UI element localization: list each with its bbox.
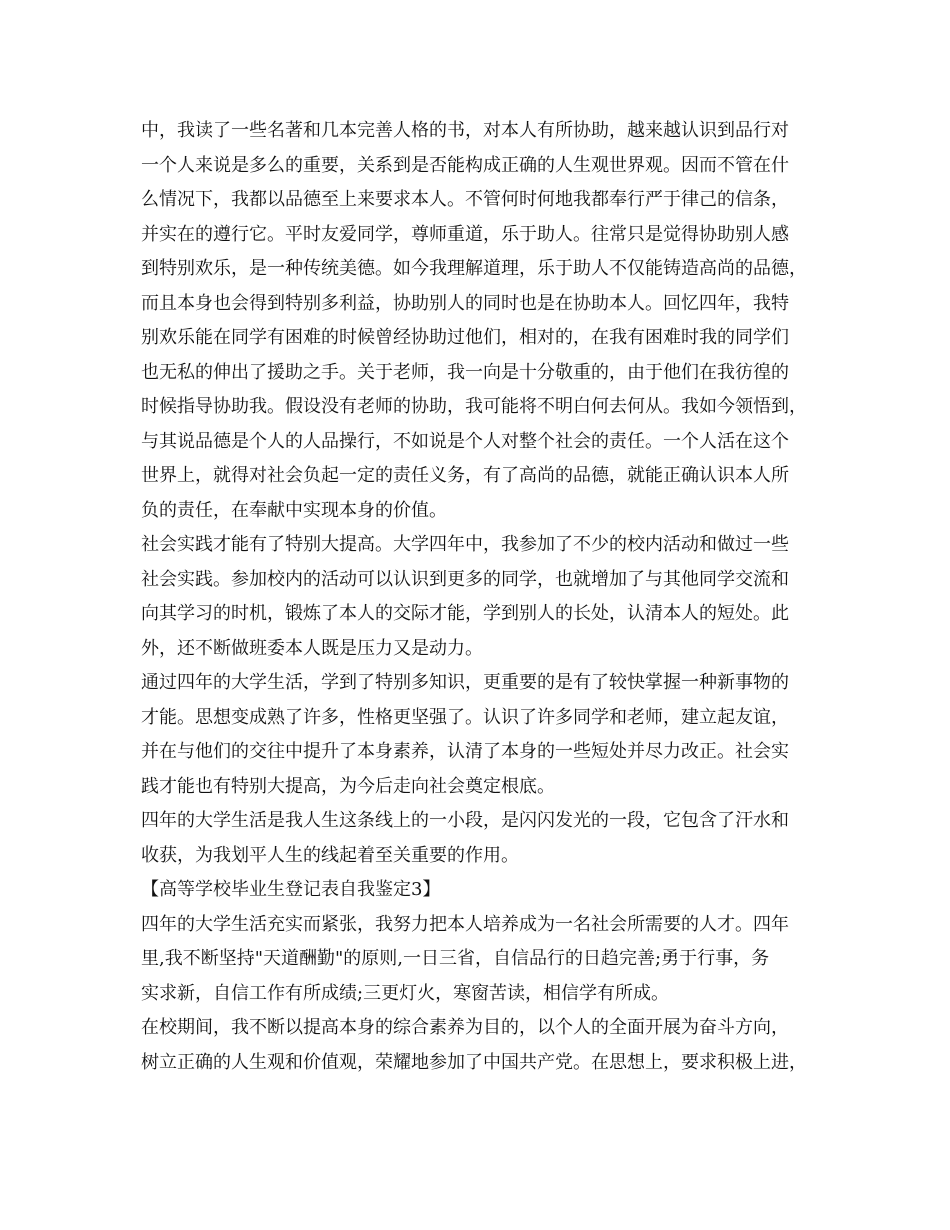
text-line: 与其说品德是个人的人品操行，不如说是个人对整个社会的责任。一个人活在这个 bbox=[141, 430, 789, 452]
text-line: 么情况下，我都以品德至上来要求本人。不管何时何地我都奉行严于律己的信条， bbox=[141, 189, 789, 210]
text-line: 四年的大学生活是我人生这条线上的一小段，是闪闪发光的一段，它包含了汗水和 bbox=[141, 810, 789, 831]
text-line: 并在与他们的交往中提升了本身素养，认清了本身的一些短处并尽力改正。社会实 bbox=[141, 741, 789, 762]
text-line: 并实在的遵行它。平时友爱同学，尊师重道，乐于助人。往常只是觉得协助别人感 bbox=[141, 223, 789, 245]
text-line: 社会实践。参加校内的活动可以认识到更多的同学，也就增加了与其他同学交流和 bbox=[141, 568, 789, 590]
text-line: 世界上，就得对社会负起一定的责任义务，有了高尚的品德，就能正确认识本人所 bbox=[141, 465, 789, 486]
text-line: 时候指导协助我。假设没有老师的协助，我可能将不明白何去何从。我如今领悟到， bbox=[141, 396, 807, 417]
text-line: 实求新，自信工作有所成绩;三更灯火，寒窗苦读，相信学有所成。 bbox=[141, 982, 670, 1004]
text-line: 外，还不断做班委本人既是压力又是动力。 bbox=[141, 637, 483, 659]
text-line: 在校期间，我不断以提高本身的综合素养为目的，以个人的全面开展为奋斗方向， bbox=[141, 1017, 789, 1038]
text-line: 向其学习的时机，锻炼了本人的交际才能，学到别人的长处，认清本人的短处。此 bbox=[141, 603, 789, 624]
text-line: 树立正确的人生观和价值观，荣耀地参加了中国共产党。在思想上，要求积极上进， bbox=[141, 1051, 807, 1073]
text-line: 负的责任，在奉献中实现本身的价值。 bbox=[141, 499, 447, 521]
text-line: 里,我不断坚持"天道酬勤"的原则,一日三省，自信品行的日趋完善;勇于行事，务 bbox=[141, 948, 770, 969]
text-line: 中，我读了一些名著和几本完善人格的书，对本人有所协助，越来越认识到品行对 bbox=[141, 120, 789, 141]
text-line: 践才能也有特别大提高，为今后走向社会奠定根底。 bbox=[141, 775, 555, 797]
text-line: 也无私的伸出了援助之手。关于老师，我一向是十分敬重的，由于他们在我彷徨的 bbox=[141, 361, 789, 383]
section-heading: 【高等学校毕业生登记表自我鉴定3】 bbox=[141, 879, 441, 900]
text-line: 一个人来说是多么的重要，关系到是否能构成正确的人生观世界观。因而不管在什 bbox=[141, 154, 789, 176]
text-line: 而且本身也会得到特别多利益，协助别人的同时也是在协助本人。回忆四年，我特 bbox=[141, 292, 789, 314]
document-body bbox=[141, 114, 831, 1080]
text-line: 四年的大学生活充实而紧张，我努力把本人培养成为一名社会所需要的人才。四年 bbox=[141, 913, 789, 935]
text-line: 别欢乐能在同学有困难的时候曾经协助过他们，相对的，在我有困难时我的同学们 bbox=[141, 327, 789, 348]
text-line: 才能。思想变成熟了许多，性格更坚强了。认识了许多同学和老师，建立起友谊， bbox=[141, 706, 789, 728]
text-line: 到特别欢乐，是一种传统美德。如今我理解道理，乐于助人不仅能铸造高尚的品德， bbox=[141, 258, 807, 279]
text-line: 通过四年的大学生活，学到了特别多知识，更重要的是有了较快掌握一种新事物的 bbox=[141, 672, 789, 693]
text-line: 收获，为我划平人生的线起着至关重要的作用。 bbox=[141, 844, 519, 866]
text-line: 社会实践才能有了特别大提高。大学四年中，我参加了不少的校内活动和做过一些 bbox=[141, 534, 789, 555]
